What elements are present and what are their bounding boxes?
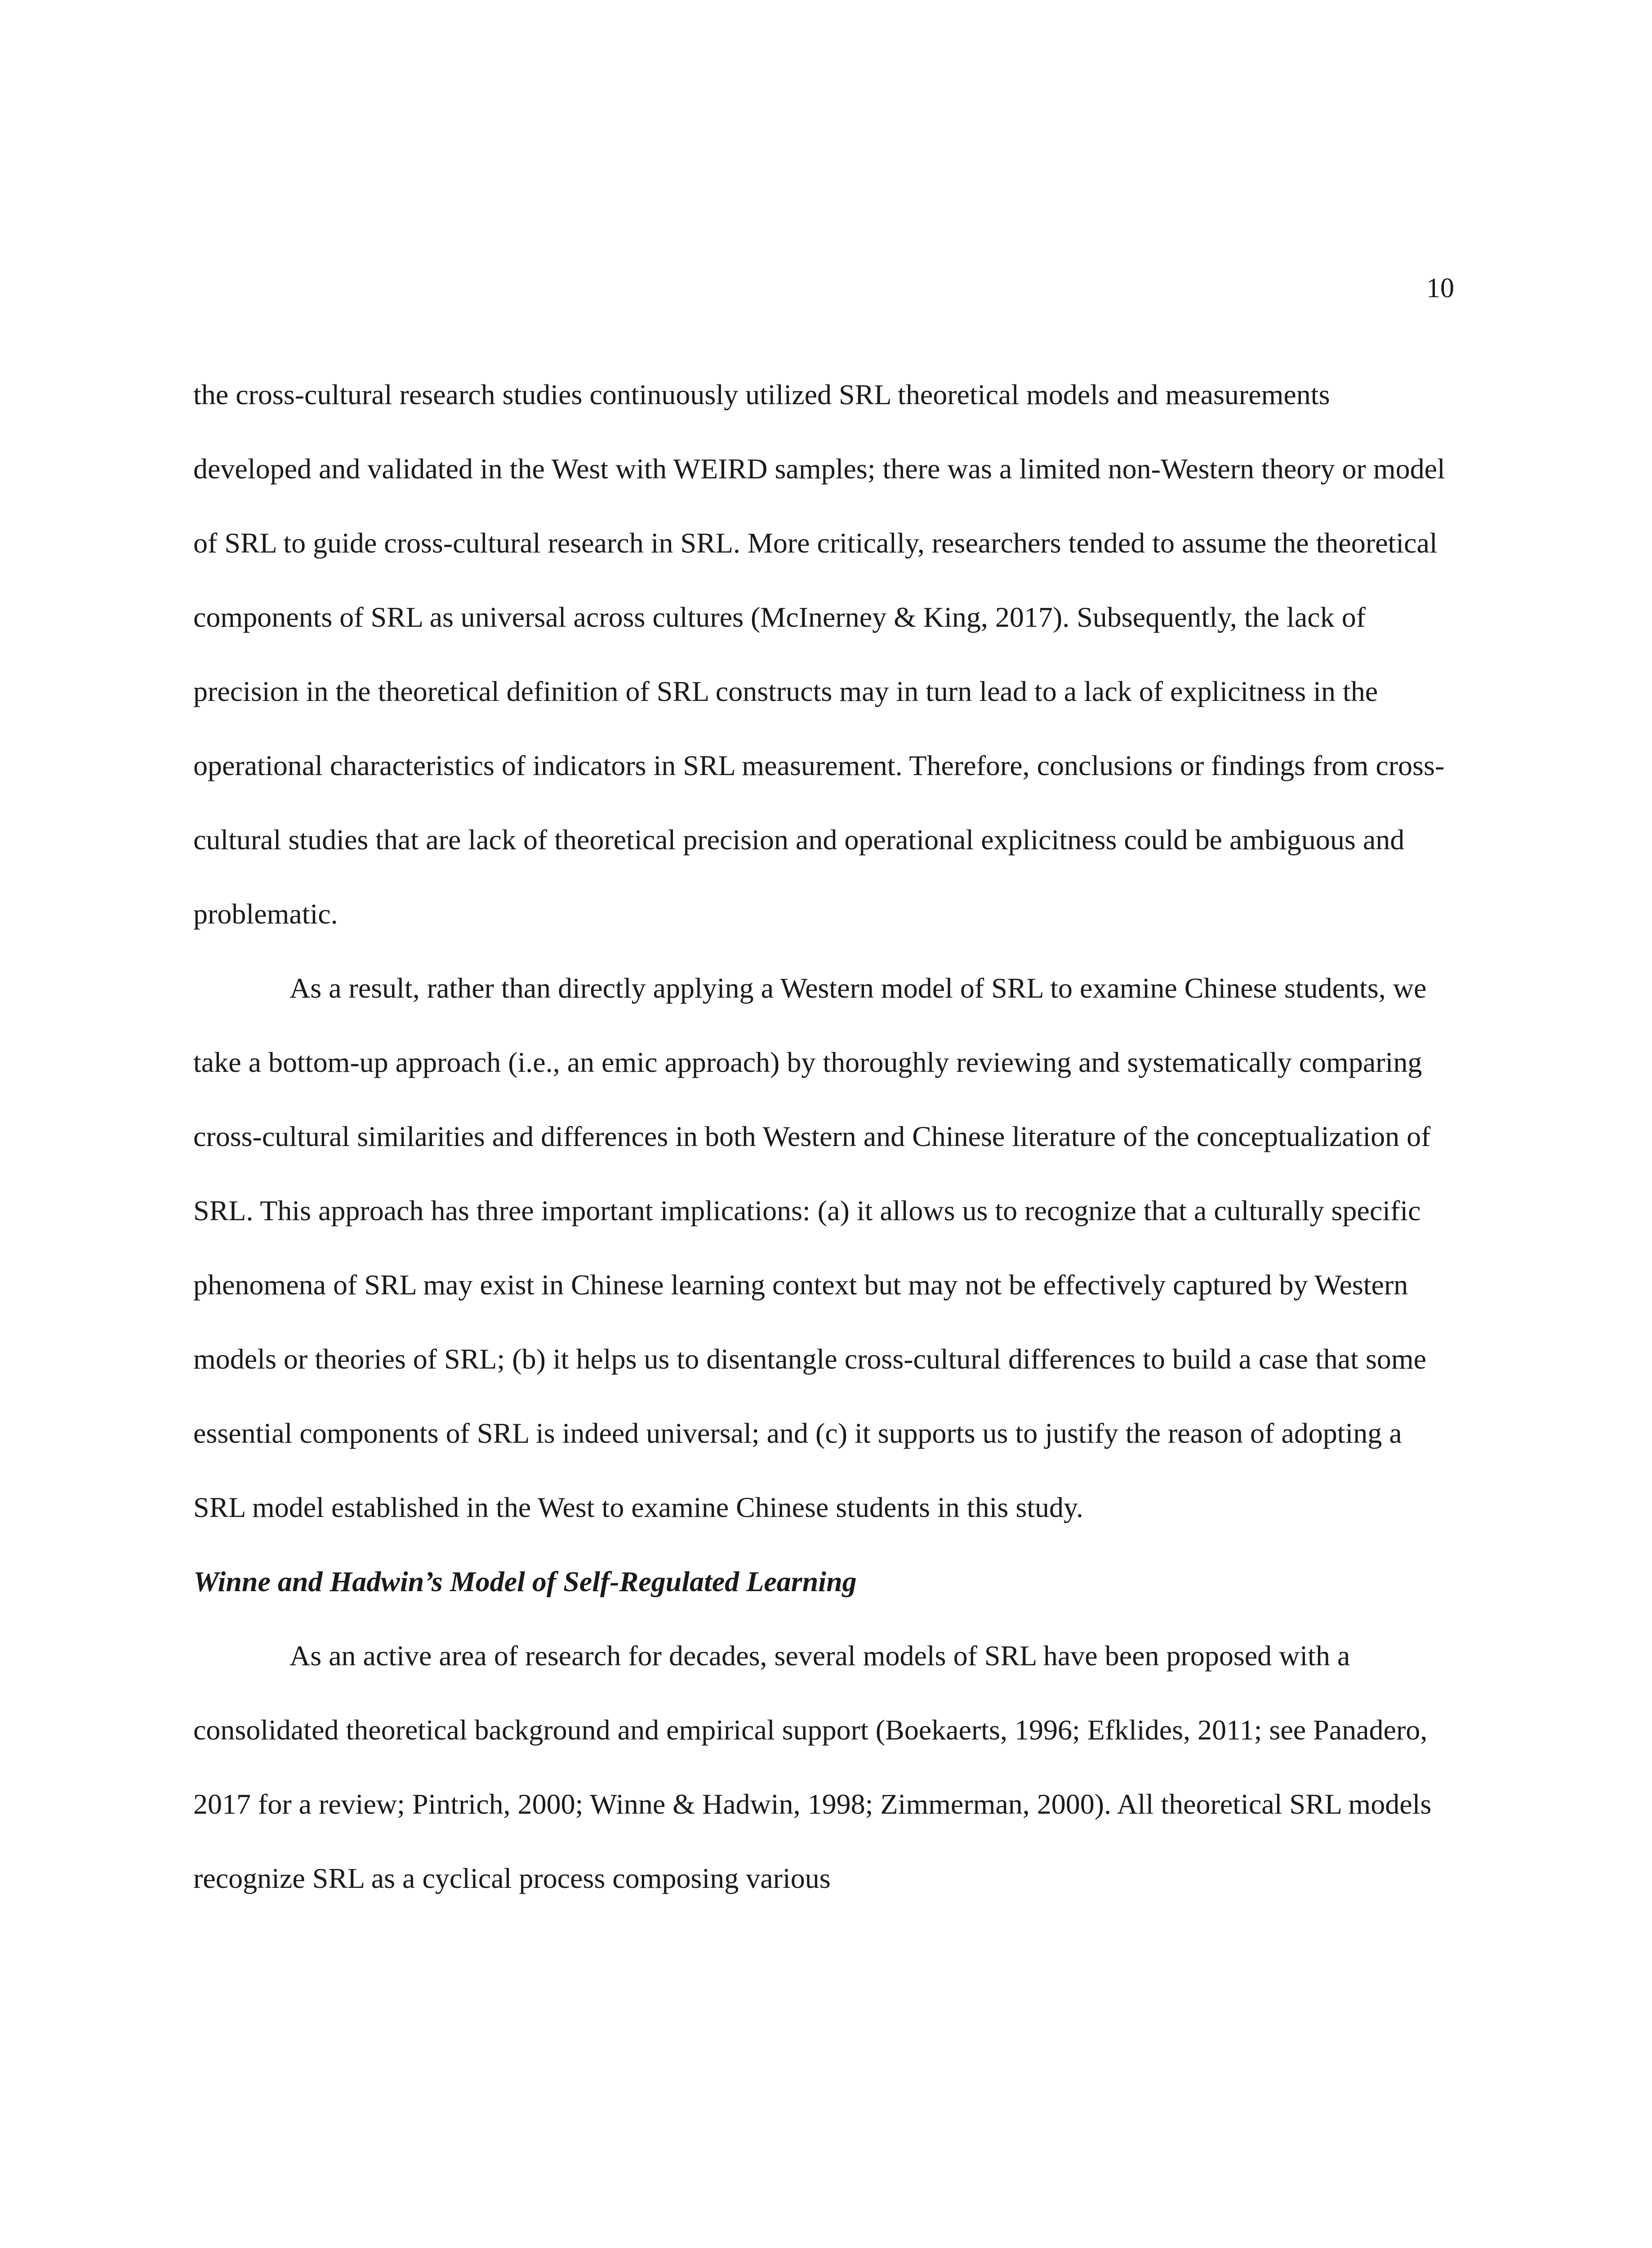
- body-paragraph: the cross-cultural research studies continuously utilized SRL theoretical models and measurements developed and validated in the West with WEIRD samples; there was a limited non-Western theory or model of SRL to guide cross-cultural research in SRL. More critically, researchers tended to assume the theoretical components of SRL as universal across cultures (McInerney & King, 2017). Subsequently, the lack of precision in the theoretical definition of SRL constructs may in turn lead to a lack of explicitness in the operational characteristics of indicators in SRL measurement. Therefore, conclusions or findings from cross-cultural studies that are lack of theoretical precision and operational explicitness could be ambiguous and problematic.: [193, 379, 1445, 930]
- section-heading: Winne and Hadwin’s Model of Self-Regulated Learning: [193, 1566, 857, 1597]
- body-paragraph: As an active area of research for decades, several models of SRL have been proposed with a consolidated theoretical background and empirical support (Boekaerts, 1996; Efklides, 2011; see Panadero, 2017 for a review; Pintrich, 2000; Winne & Hadwin, 1998; Zimmerman, 2000). All theoretical SRL models recognize SRL as a cyclical process composing various: [193, 1640, 1432, 1894]
- page-number: 10: [1426, 273, 1454, 303]
- body-paragraph: As a result, rather than directly applying a Western model of SRL to examine Chinese students, we take a bottom-up approach (i.e., an emic approach) by thoroughly reviewing and systematically comparing cross-cultural similarities and differences in both Western and Chinese literature of the conceptualization of SRL. This approach has three important implications: (a) it allows us to recognize that a culturally specific phenomena of SRL may exist in Chinese learning context but may not be effectively captured by Western models or theories of SRL; (b) it helps us to disentangle cross-cultural differences to build a case that some essential components of SRL is indeed universal; and (c) it supports us to justify the reason of adopting a SRL model established in the West to examine Chinese students in this study.: [193, 972, 1431, 1523]
- document-body: [193, 357, 1452, 1915]
